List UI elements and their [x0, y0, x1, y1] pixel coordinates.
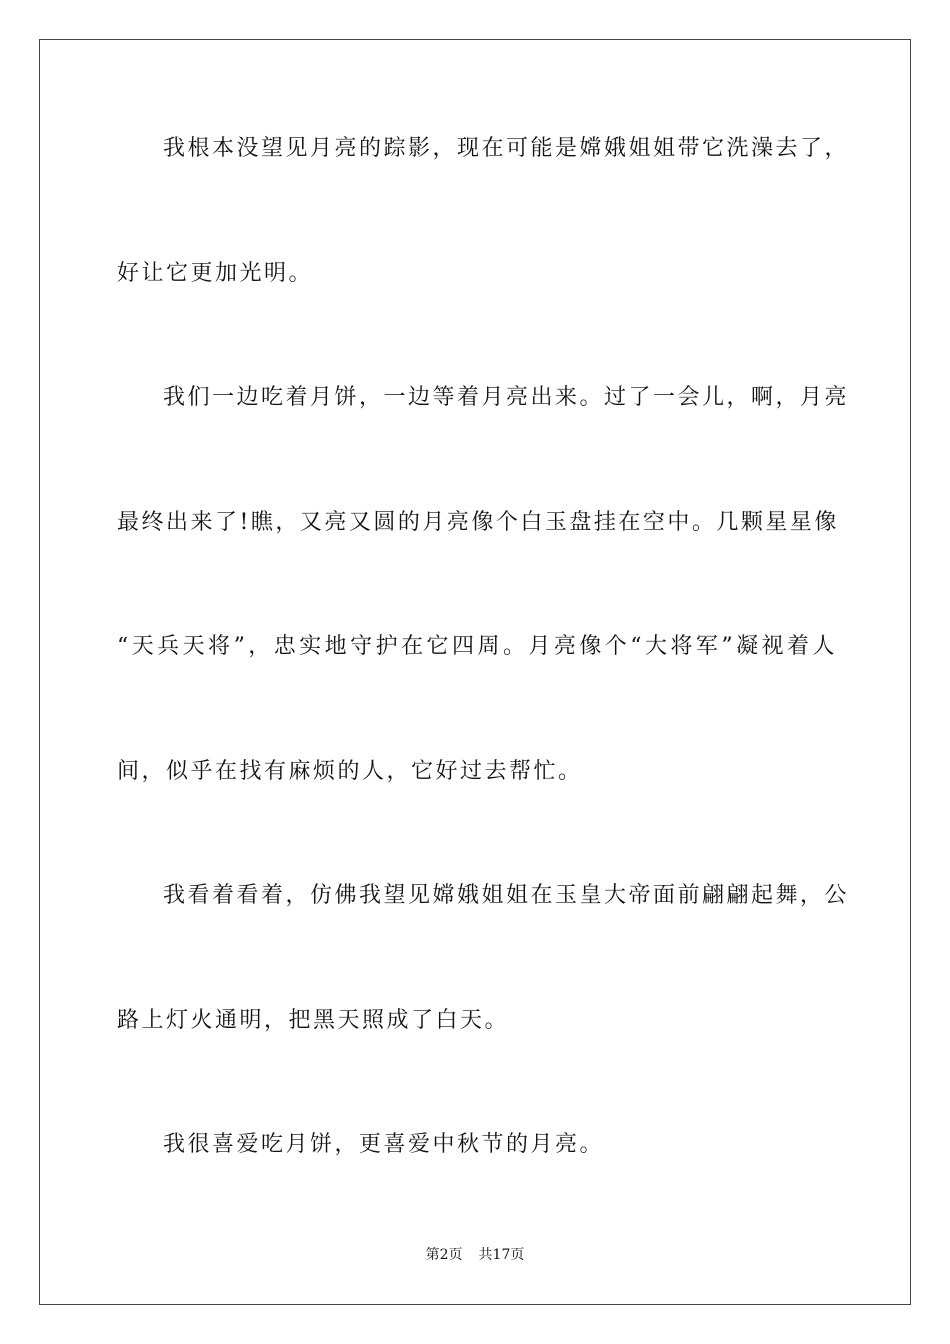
paragraph-4-line-1: 我很喜爱吃月饼，更喜爱中秋节的月亮。 [163, 1132, 605, 1157]
page-number: 第2页 [425, 1247, 463, 1263]
paragraph-1-line-1: 我根本没望见月亮的踪影，现在可能是嫦娥姐姐带它洗澡去了， [163, 136, 850, 161]
paragraph-3-line-2: 路上灯火通明，把黑天照成了白天。 [117, 1008, 510, 1033]
paragraph-2-line-4: 间，似乎在找有麻烦的人，它好过去帮忙。 [117, 759, 583, 784]
paragraph-2-line-3: “天兵天将”，忠实地守护在它四周。月亮像个“大将军”凝视着人 [117, 634, 837, 659]
page-footer [0, 1245, 950, 1265]
page-total: 共17页 [478, 1247, 525, 1263]
paragraph-1-line-2: 好让它更加光明。 [117, 261, 314, 286]
paragraph-2-line-2: 最终出来了!瞧，又亮又圆的月亮像个白玉盘挂在空中。几颗星星像 [117, 510, 839, 535]
paragraph-3-line-1: 我看着看着，仿佛我望见嫦娥姐姐在玉皇大帝面前翩翩起舞，公 [163, 883, 850, 908]
paragraph-2-line-1: 我们一边吃着月饼，一边等着月亮出来。过了一会儿，啊，月亮 [163, 385, 850, 410]
page-border [39, 39, 911, 1305]
